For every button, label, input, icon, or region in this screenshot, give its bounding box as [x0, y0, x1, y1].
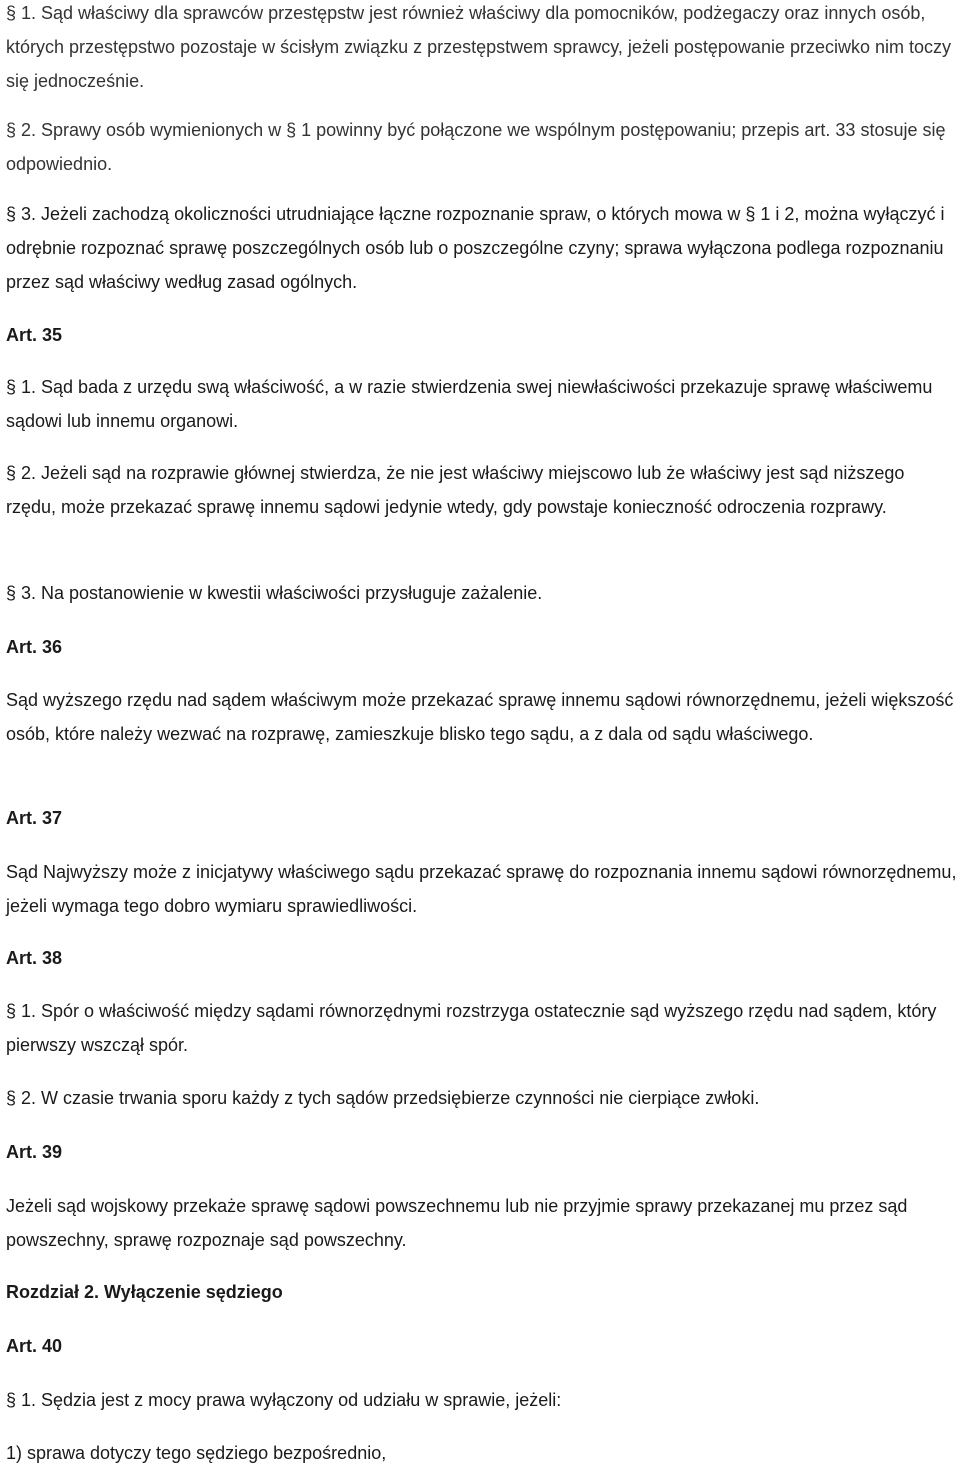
article-heading-37: Art. 37 [6, 808, 63, 828]
paragraph-art39: Jeżeli sąd wojskowy przekaże sprawę sądowi powszechnemu lub nie przyjmie sprawy przekazanej mu przez sąd powszechny, sprawę rozpoznaje sąd powszechny. [6, 1196, 908, 1250]
paragraph-art37: Sąd Najwyższy może z inicjatywy właściwego sądu przekazać sprawę do rozpoznania innemu sądowi równorzędnemu, jeżeli wymaga tego dobro wymiaru sprawiedliwości. [6, 862, 957, 916]
article-heading-38: Art. 38 [6, 948, 63, 968]
article-heading-35: Art. 35 [6, 325, 63, 345]
article-heading-36: Art. 36 [6, 637, 63, 657]
article-heading-39: Art. 39 [6, 1142, 63, 1162]
paragraph-art35-par1: § 1. Sąd bada z urzędu swą właściwość, a w razie stwierdzenia swej niewłaściwości przekazuje sprawę właściwemu sądowi lub innemu organowi. [6, 377, 933, 431]
paragraph-art34-par1: § 1. Sąd właściwy dla sprawców przestępstw jest również właściwy dla pomocników, podżegaczy oraz innych osób, których przestępstwo pozostaje w ścisłym związku z przestępstwem sprawcy, jeżeli postępowanie przeciwko nim toczy się jednocześnie. [6, 3, 952, 91]
paragraph-art35-par2: § 2. Jeżeli sąd na rozprawie głównej stwierdza, że nie jest właściwy miejscowo lub że właściwy jest sąd niższego rzędu, może przekazać sprawę innemu sądowi jedynie wtedy, gdy powstaje konieczność odroczenia rozprawy. [6, 463, 905, 517]
paragraph-art36: Sąd wyższego rzędu nad sądem właściwym może przekazać sprawę innemu sądowi równorzędnemu, jeżeli większość osób, które należy wezwać na rozprawę, zamieszkuje blisko tego sądu, a z dala od sądu właściwego. [6, 690, 954, 744]
chapter-heading-2: Rozdział 2. Wyłączenie sędziego [6, 1282, 283, 1302]
paragraph-art34-par2: § 2. Sprawy osób wymienionych w § 1 powinny być połączone we wspólnym postępowaniu; przepis art. 33 stosuje się odpowiednio. [6, 120, 946, 174]
paragraph-art38-par2: § 2. W czasie trwania sporu każdy z tych sądów przedsiębierze czynności nie cierpiące zwłoki. [6, 1088, 760, 1108]
paragraph-art35-par3: § 3. Na postanowienie w kwestii właściwości przysługuje zażalenie. [6, 583, 543, 603]
paragraph-art38-par1: § 1. Spór o właściwość między sądami równorzędnymi rozstrzyga ostatecznie sąd wyższego rzędu nad sądem, który pierwszy wszczął spór. [6, 1001, 937, 1055]
article-heading-40: Art. 40 [6, 1336, 63, 1356]
paragraph-art34-par3: § 3. Jeżeli zachodzą okoliczności utrudniające łączne rozpoznanie spraw, o których mowa w § 1 i 2, można wyłączyć i odrębnie rozpoznać sprawę poszczególnych osób lub o poszczególne czyny; sprawa wyłączona podlega rozpoznaniu przez sąd właściwy według zasad ogólnych. [6, 204, 945, 292]
paragraph-art40-point1: 1) sprawa dotyczy tego sędziego bezpośrednio, [6, 1443, 387, 1463]
paragraph-art40-par1: § 1. Sędzia jest z mocy prawa wyłączony od udziału w sprawie, jeżeli: [6, 1390, 562, 1410]
